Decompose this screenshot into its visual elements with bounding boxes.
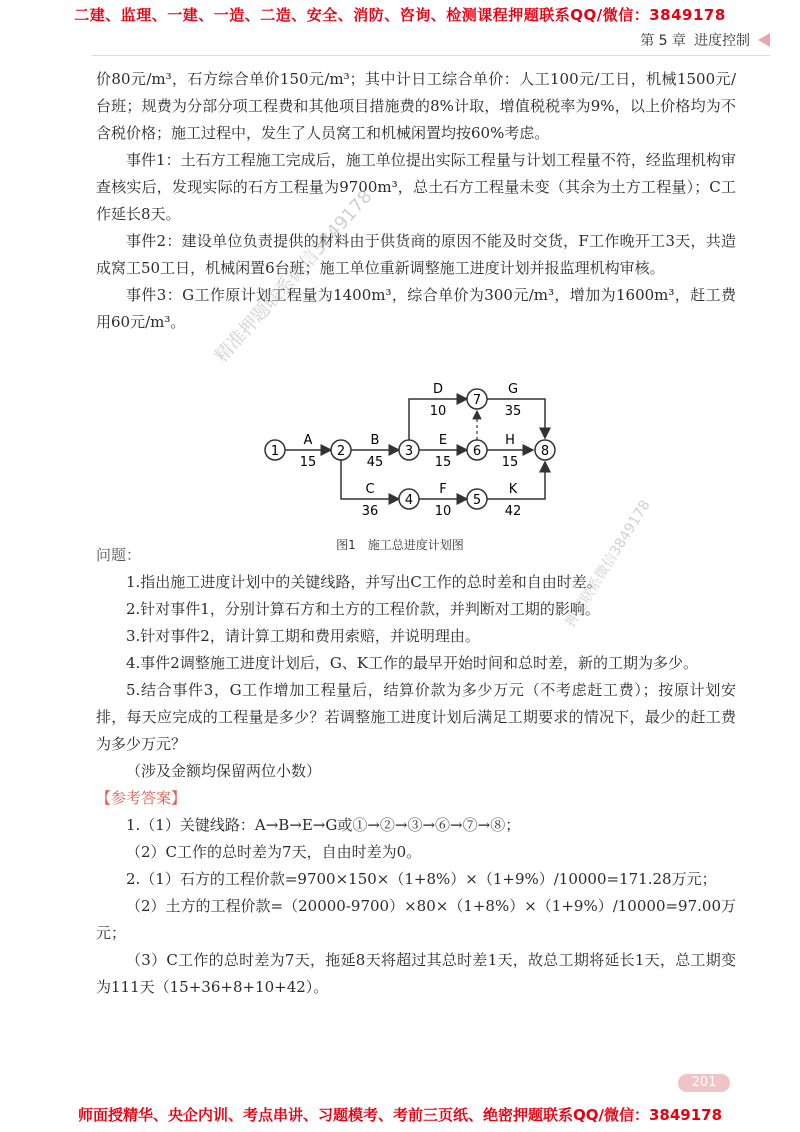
label-K: K [508, 482, 518, 497]
intro-paragraph: 价80元/m³，石方综合单价150元/m³；其中计日工综合单价：人工100元/工日，机械1500元/台班；规费为分部分项工程费和其他项目措施费的8%计取，增值税税率为9%，以上价格均为不含税价格；施工过程中，发生了人员窝工和机械闲置均按60%考虑。 [96, 70, 736, 142]
question-5: 5.结合事件3，G工作增加工程量后，结算价款为多少万元（不考虑赶工费）；按原计划安排，每天应完成的工程量是多少？若调整施工进度计划后满足工期要求的情况下，最少的赶工费为多少万元？ [96, 681, 736, 753]
duration-K: 42 [504, 504, 522, 519]
label-F: F [439, 482, 447, 497]
duration-D: 10 [429, 404, 447, 419]
chapter-title: 进度控制 [694, 33, 750, 49]
event-3-paragraph: 事件3：G工作原计划工程量为1400m³，综合单价为300元/m³，增加为1600m³，赶工费用60元/m³。 [96, 286, 736, 331]
answer-2-1: 2.（1）石方的工程价款=9700×150×（1+8%）×（1+9%）/10000=171.28万元； [126, 870, 717, 888]
page-number: 201 [678, 1074, 730, 1092]
svg-text:2: 2 [336, 444, 346, 459]
answer-1-1: 1.（1）关键线路：A→B→E→G或①→②→③→⑥→⑦→⑧； [126, 816, 521, 834]
svg-text:4: 4 [404, 493, 414, 508]
node-2 [331, 440, 351, 460]
question-2: 2.针对事件1，分别计算石方和土方的工程价款，并判断对工期的影响。 [126, 600, 600, 618]
svg-text:5: 5 [472, 493, 482, 508]
header-divider [92, 55, 770, 56]
label-B: B [370, 433, 380, 448]
label-A: A [303, 433, 313, 448]
svg-text:3: 3 [404, 444, 414, 459]
label-E: E [438, 433, 448, 448]
label-G: G [507, 382, 519, 397]
node-5 [467, 489, 487, 509]
answer-title: 【参考答案】 [96, 789, 187, 807]
label-H: H [505, 433, 515, 448]
question-1: 1.指出施工进度计划中的关键线路，并写出C工作的总时差和自由时差。 [126, 573, 602, 591]
duration-F: 10 [434, 504, 452, 519]
question-4: 4.事件2调整施工进度计划后，G、K工作的最早开始时间和总时差，新的工期为多少。 [126, 654, 699, 672]
svg-text:8: 8 [540, 444, 550, 459]
node-3 [399, 440, 419, 460]
event-2-paragraph: 事件2：建设单位负责提供的材料由于供货商的原因不能及时交货，F工作晚开工3天，共造成窝工50工日，机械闲置6台班；施工单位重新调整施工进度计划并报监理机构审核。 [96, 232, 736, 277]
duration-G: 35 [504, 404, 522, 419]
page-body [96, 66, 736, 1001]
label-C: C [365, 482, 375, 497]
chapter-marker-icon [758, 33, 770, 47]
label-D: D [432, 382, 444, 397]
chapter-header [640, 30, 770, 50]
chapter-number: 第 5 章 [640, 33, 686, 49]
duration-C: 36 [361, 504, 379, 519]
network-diagram [255, 378, 575, 528]
svg-text:7: 7 [472, 393, 482, 408]
duration-H: 15 [501, 455, 519, 470]
duration-E: 15 [434, 455, 452, 470]
svg-text:1: 1 [270, 444, 280, 459]
answer-2-2: （2）土方的工程价款=（20000-9700）×80×（1+8%）×（1+9%）/10000=97.00万元； [96, 897, 736, 942]
question-3: 3.针对事件2，请计算工期和费用索赔，并说明理由。 [126, 627, 480, 645]
node-1 [265, 440, 285, 460]
duration-B: 45 [366, 455, 384, 470]
node-6 [467, 440, 487, 460]
watermark-side: 押题联系微信3849178 [562, 497, 654, 631]
event-1-paragraph: 事件1：土石方工程施工完成后，施工单位提出实际工程量与计划工程量不符，经监理机构审查核实后，发现实际的石方工程量为9700m³，总土石方工程量未变（其余为土方工程量）；C工作延长8天。 [96, 151, 736, 223]
figure-caption: 图1 施工总进度计划图 [336, 538, 464, 552]
top-promo-banner: 二建、监理、一建、一造、二造、安全、消防、咨询、检测课程押题联系QQ/微信：3849178 [74, 6, 726, 24]
watermark-main: 精准押题联系微信3849178 [210, 186, 377, 367]
node-4 [399, 489, 419, 509]
answer-1-2: （2）C工作的总时差为7天，自由时差为0。 [126, 843, 422, 861]
duration-A: 15 [299, 455, 317, 470]
answer-2-3: （3）C工作的总时差为7天，拖延8天将超过其总时差1天，故总工期将延长1天，总工期变为111天（15+36+8+10+42）。 [96, 951, 736, 996]
svg-text:6: 6 [472, 444, 482, 459]
bottom-promo-banner: 师面授精华、央企内训、考点串讲、习题模考、考前三页纸、绝密押题联系QQ/微信：3849178 [77, 1106, 723, 1124]
node-8 [535, 440, 555, 460]
questions-title: 问题： [96, 546, 142, 564]
node-7 [467, 389, 487, 409]
rounding-note: （涉及金额均保留两位小数） [126, 762, 322, 780]
